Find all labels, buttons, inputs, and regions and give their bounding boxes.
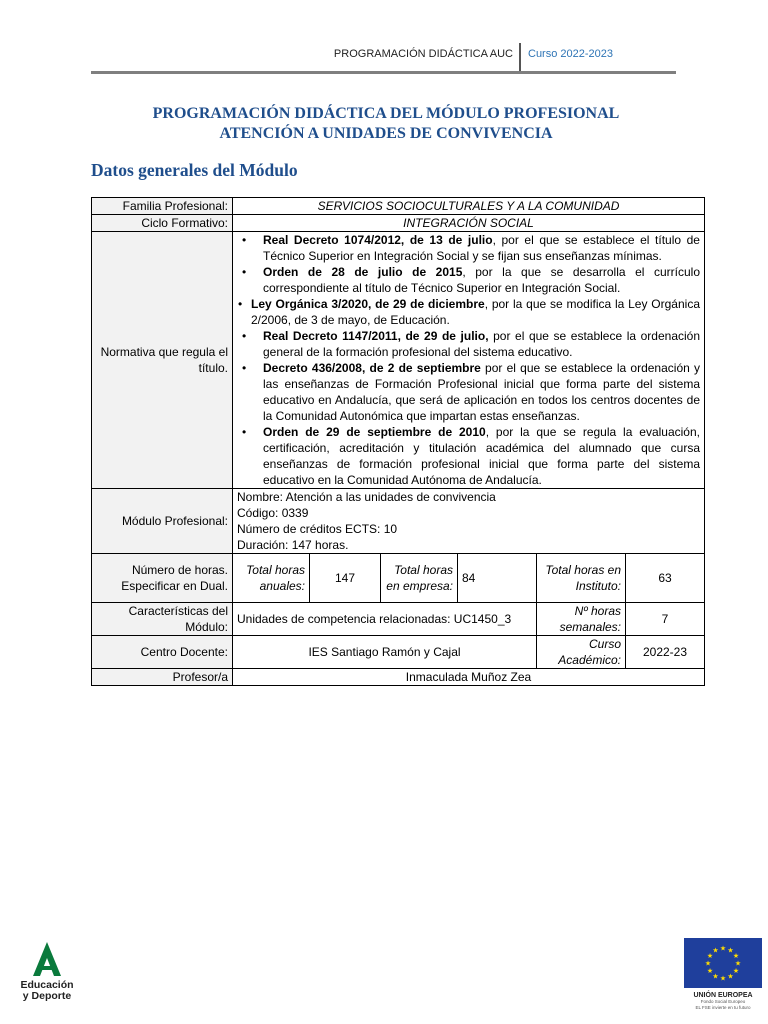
normativa-text: , por la que se desarrolla el currículo correspondiente al título de Técnico Superior en Integración Social. <box>263 265 700 295</box>
eu-star-icon: ★ <box>732 953 740 960</box>
normativa-item <box>237 424 700 488</box>
unidades-competencia: Unidades de competencia relacionadas: UC1450_3 <box>233 603 537 636</box>
eu-logo <box>684 938 762 1020</box>
total-empresa-value: 84 <box>458 554 537 603</box>
curso-academico-value: 2022-23 <box>626 636 705 669</box>
header-course: Curso 2022-2023 <box>528 48 614 60</box>
row-profesor <box>92 669 705 686</box>
eu-star-icon: ★ <box>719 945 727 953</box>
normativa-list <box>237 232 700 488</box>
junta-andalucia-logo <box>15 940 79 1012</box>
document-title-line2: ATENCIÓN A UNIDADES DE CONVIVENCIA <box>219 125 553 142</box>
normativa-text: , por la que se modifica la Ley Orgánica 2/2006, de 3 de mayo, de Educación. <box>251 297 700 327</box>
bullet-icon: • <box>238 297 243 311</box>
eu-star-icon: ★ <box>734 960 742 968</box>
modulo-info <box>233 489 705 554</box>
eu-star-icon: ★ <box>732 968 740 975</box>
total-anuales-label: Total horas anuales: <box>233 554 310 603</box>
total-instituto-label: Total horas en Instituto: <box>537 554 626 603</box>
eu-star-icon: ★ <box>727 947 734 955</box>
normativa-item <box>237 328 700 360</box>
normativa-ref: Decreto 436/2008, de 2 de septiembre <box>263 361 481 375</box>
ciclo-value: INTEGRACIÓN SOCIAL <box>233 215 705 232</box>
row-horas <box>92 554 705 603</box>
bullet-icon: • <box>242 329 247 343</box>
centro-value: IES Santiago Ramón y Cajal <box>233 636 537 669</box>
eu-stars-icon <box>684 938 762 988</box>
eu-flag-icon <box>684 938 762 988</box>
bullet-icon: • <box>242 265 247 279</box>
normativa-text: por el que se establece la ordenación general de la formación profesional del sistema educativo. <box>263 329 701 359</box>
curso-academico-label: Curso Académico: <box>537 636 626 669</box>
horas-label: Número de horas. Especificar en Dual. <box>92 554 233 603</box>
total-anuales-value: 147 <box>310 554 381 603</box>
caracteristicas-label: Características del Módulo: <box>92 603 233 636</box>
normativa-ref: Orden de 29 de septiembre de 2010 <box>263 425 486 439</box>
normativa-ref: Ley Orgánica 3/2020, de 29 de diciembre <box>251 297 485 311</box>
header-separator <box>519 43 521 71</box>
eu-star-icon: ★ <box>706 953 714 960</box>
horas-semanales-value: 7 <box>626 603 705 636</box>
modulo-creditos: Número de créditos ECTS: 10 <box>237 522 398 536</box>
section-title: Datos generales del Módulo <box>91 160 298 180</box>
normativa-text: por el que se establece la ordenación y las enseñanzas de Formación Profesional inicial que forma parte del sistema educativo en Andalucía, que será de aplicación en todos los centros docentes de la Comunidad Autonómica que impartan estas enseñanzas. <box>263 361 701 423</box>
row-familia <box>92 198 705 215</box>
eu-name: UNIÓN EUROPEA <box>693 992 753 999</box>
modulo-label: Módulo Profesional: <box>92 489 233 554</box>
normativa-item <box>237 296 700 328</box>
normativa-ref: Real Decreto 1147/2011, de 29 de julio, <box>263 329 489 343</box>
profesor-value: Inmaculada Muñoz Zea <box>233 669 705 686</box>
row-ciclo <box>92 215 705 232</box>
junta-logo-line1: Educación <box>20 979 74 991</box>
centro-label: Centro Docente: <box>92 636 233 669</box>
normativa-text: , por el que se establece el título de Técnico Superior en Integración Social y se fijan sus enseñanzas mínimas. <box>263 233 700 263</box>
eu-star-icon: ★ <box>704 960 712 968</box>
total-instituto-value: 63 <box>626 554 705 603</box>
eu-star-icon: ★ <box>706 968 714 975</box>
page-header <box>91 43 676 74</box>
bullet-icon: • <box>242 361 247 375</box>
eu-fund-slogan: EL FSE invierte en tu futuro <box>695 1005 751 1010</box>
eu-star-icon: ★ <box>712 973 719 981</box>
familia-value: SERVICIOS SOCIOCULTURALES Y A LA COMUNIDAD <box>233 198 705 215</box>
modulo-codigo: Código: 0339 <box>237 506 309 520</box>
normativa-cell <box>233 232 705 489</box>
modulo-nombre: Nombre: Atención a las unidades de convivencia <box>237 490 496 504</box>
row-modulo <box>92 489 705 554</box>
normativa-item <box>237 264 700 296</box>
eu-star-icon: ★ <box>727 973 734 981</box>
module-data-table <box>91 197 705 686</box>
ciclo-label: Ciclo Formativo: <box>92 215 233 232</box>
eu-star-icon: ★ <box>719 975 727 983</box>
modulo-duracion: Duración: 147 horas. <box>237 538 349 552</box>
familia-label: Familia Profesional: <box>92 198 233 215</box>
profesor-label: Profesor/a <box>92 669 233 686</box>
bullet-icon: • <box>242 425 247 439</box>
row-centro <box>92 636 705 669</box>
row-caracteristicas <box>92 603 705 636</box>
normativa-item <box>237 232 700 264</box>
eu-fund-name: Fondo Social Europeo <box>700 999 746 1004</box>
total-empresa-label: Total horas en empresa: <box>381 554 458 603</box>
document-title-line1: PROGRAMACIÓN DIDÁCTICA DEL MÓDULO PROFESIONAL <box>152 105 620 122</box>
junta-logo-icon <box>15 940 79 980</box>
header-program-title: PROGRAMACIÓN DIDÁCTICA AUC <box>333 48 513 60</box>
row-normativa <box>92 232 705 489</box>
normativa-item <box>237 360 700 424</box>
normativa-ref: Orden de 28 de julio de 2015 <box>263 265 463 279</box>
junta-logo-text <box>15 980 79 1002</box>
normativa-text: , por la que se regula la evaluación, certificación, acreditación y titulación académica del alumnado que cursa enseñanzas de formación profesional inicial que forma parte del sistema educativo en la Comunidad Autónoma de Andalucía. <box>263 425 700 487</box>
document-title <box>91 104 681 144</box>
junta-logo-line2: y Deporte <box>22 990 72 1002</box>
normativa-ref: Real Decreto 1074/2012, de 13 de julio <box>263 233 493 247</box>
eu-star-icon: ★ <box>712 947 719 955</box>
horas-semanales-label: Nº horas semanales: <box>537 603 626 636</box>
bullet-icon: • <box>242 233 247 247</box>
normativa-label: Normativa que regula el título. <box>92 232 233 489</box>
